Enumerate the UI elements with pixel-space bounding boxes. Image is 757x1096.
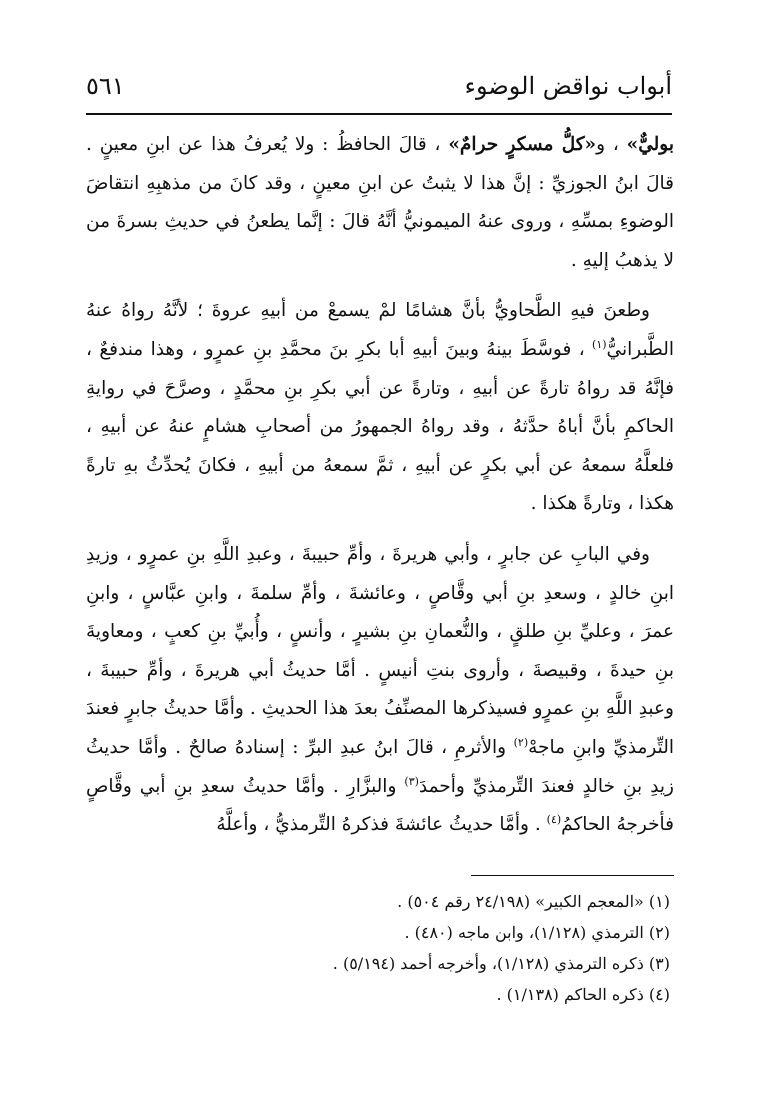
bold-quote: بوليٌّ» [626, 134, 674, 155]
page-number: ٥٦١ [86, 72, 125, 100]
paragraph-1 [86, 126, 674, 280]
footnote-ref: (١) [592, 337, 607, 351]
text-run: والأثرمِ ، قالَ ابنُ عبدِ البرِّ : إسنادهُ صالحٌ . وأمَّا حديثُ زيدِ بنِ خالدٍ فعندَ التِّرمذيِّ وأحمدَ [86, 736, 674, 797]
footnotes [86, 886, 672, 1010]
text-run: ، و [596, 134, 627, 155]
running-header [86, 70, 672, 110]
footnote-4: (٤) ذكره الحاكم (١/١٣٨) . [496, 985, 670, 1004]
text-run: . وأمَّا حديثُ عائشةَ فذكرهُ التِّرمذيُّ ، وأعلَّهُ [216, 814, 547, 836]
footnote-2: (٢) الترمذي (١/١٢٨)، وابن ماجه (٤٨٠) . [404, 923, 670, 942]
footnote-1: (١) «المعجم الكبير» (٢٤/١٩٨ رقم ٥٠٤) . [397, 892, 670, 911]
paragraph-3 [86, 536, 674, 845]
text-run: وطعنَ فيهِ الطَّحاويُّ بأنَّ هشامًا لمْ يسمعْ من أبيهِ عروةَ ؛ لأنَّهُ رواهُ عنهُ الطَّبرانيُّ [86, 300, 674, 360]
main-text [86, 126, 674, 845]
text-run: ، فوسَّطَ بينهُ وبينَ أبيهِ أبا بكرِ بنَ محمَّدِ بنِ عمرٍو ، وهذا مندفعٌ ، فإنَّهُ قد رواهُ تارةً عن أبيهِ ، وتارةً عن أبي بكرِ بنِ محمَّدٍ ، وصرَّحَ في روايةِ الحاكمِ بأنَّ أباهُ حدَّثهُ ، وقد رواهُ الجمهورُ من أصحابِ هشامٍ عنهُ عن أبيهِ ، فلعلَّهُ سمعهُ عن أبي بكرٍ عن أبيهِ ، ثمَّ سمعهُ من أبيهِ ، فكانَ يُحدِّثُ بهِ تارةً هكذا ، وتارةً هكذا . [86, 338, 674, 515]
header-rule [86, 113, 672, 115]
bold-quote: «كلُّ مسكرٍ حرامٌ» [448, 134, 597, 155]
text-run: ، قالَ الحافظُ : ولا يُعرفُ هذا عن ابنِ معينٍ . قالَ ابنُ الجوزيِّ : إنَّ هذا لا يثبتُ عن ابنِ معينٍ ، وقد كانَ من مذهبِهِ انتقاضَ الوضوءِ بمسِّهِ ، وروى عنهُ الميمونيُّ أنَّهُ قالَ : إنَّما يطعنُ في حديثِ بسرةَ من لا يذهبُ إليهِ . [86, 134, 674, 271]
footnote-3: (٣) ذكره الترمذي (١/١٢٨)، وأخرجه أحمد (٥/١٩٤) . [332, 954, 670, 973]
footnote-rule [471, 875, 674, 876]
text-run: وفي البابِ عن جابرٍ ، وأبي هريرةَ ، وأمِّ حبيبةَ ، وعبدِ اللَّهِ بنِ عمرٍو ، وزيدِ ابنِ خالدٍ ، وسعدِ بنِ أبي وقَّاصٍ ، وعائشةَ ، وأمِّ سلمةَ ، وابنِ عبَّاسٍ ، وابنِ عمرَ ، وعليِّ بنِ طلقٍ ، والنُّعمانِ بنِ بشيرٍ ، وأنسٍ ، وأُبيِّ بنِ كعبٍ ، ومعاويةَ بنِ حيدةَ ، وقبيصةَ ، وأروى بنتِ أنيسٍ . أمَّا حديثُ أبي هريرةَ ، وأمِّ حبيبةَ ، وعبدِ اللَّهِ بنِ عمرٍو فسيذكرها المصنِّفُ بعدَ هذا الحديثِ . وأمَّا حديثُ جابرٍ فعندَ التِّرمذيِّ وابنِ ماجهْ [86, 543, 674, 758]
footnote-ref: (٢) [513, 735, 529, 749]
footnote-ref: (٤) [546, 812, 562, 826]
text-run: والبزَّارِ . وأمَّا حديثُ سعدِ بنِ أبي وقَّاصٍ فأخرجهُ الحاكمُ [86, 775, 674, 836]
footnote-ref: (٣) [404, 774, 419, 788]
chapter-title: أبواب نواقض الوضوء [464, 72, 672, 100]
paragraph-2 [86, 292, 674, 524]
